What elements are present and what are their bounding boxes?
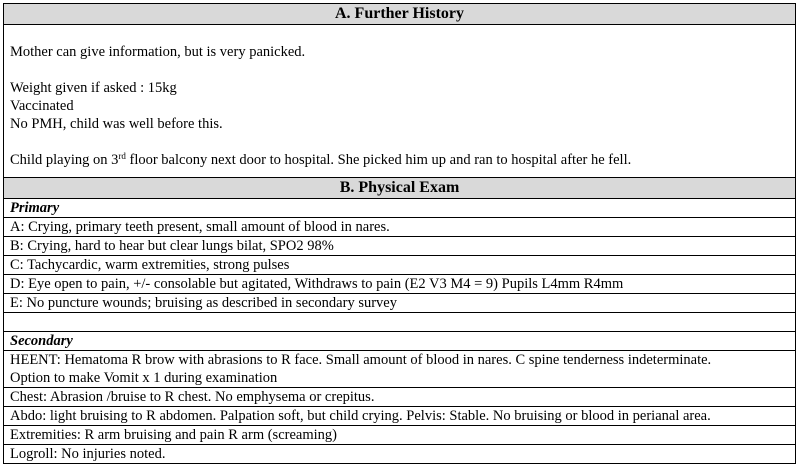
section-a-header-row xyxy=(4,4,796,25)
history-line: Vaccinated xyxy=(10,98,74,114)
secondary-label-row xyxy=(4,332,796,351)
spacer xyxy=(10,25,789,43)
primary-row xyxy=(4,256,796,275)
primary-item: B: Crying, hard to hear but clear lungs bilat, SPO2 98% xyxy=(4,237,796,256)
further-history-row xyxy=(4,25,796,178)
section-b-header-row xyxy=(4,178,796,199)
secondary-label: Secondary xyxy=(4,332,796,351)
primary-label-row xyxy=(4,199,796,218)
heent-cell xyxy=(4,351,796,388)
heent-line: HEENT: Hematoma R brow with abrasions to R face. Small amount of blood in nares. C spine tenderness indeterminate. xyxy=(10,352,712,368)
ordinal-suffix: rd xyxy=(118,151,126,161)
primary-item: E: No puncture wounds; bruising as described in secondary survey xyxy=(4,294,796,313)
primary-item: A: Crying, primary teeth present, small amount of blood in nares. xyxy=(4,218,796,237)
section-a-title: A. Further History xyxy=(4,4,796,25)
further-history-cell xyxy=(4,25,796,178)
secondary-item: Extremities: R arm bruising and pain R arm (screaming) xyxy=(4,426,796,445)
primary-row xyxy=(4,218,796,237)
secondary-item: Chest: Abrasion /bruise to R chest. No emphysema or crepitus. xyxy=(4,388,796,407)
primary-row xyxy=(4,237,796,256)
history-line: Weight given if asked : 15kg xyxy=(10,80,177,96)
secondary-row xyxy=(4,388,796,407)
secondary-row xyxy=(4,426,796,445)
primary-item: C: Tachycardic, warm extremities, strong pulses xyxy=(4,256,796,275)
case-table xyxy=(3,3,796,464)
history-line: Mother can give information, but is very panicked. xyxy=(10,44,306,60)
primary-row xyxy=(4,275,796,294)
history-line-balcony xyxy=(10,151,789,169)
history-text: Child playing on 3 xyxy=(10,152,119,168)
section-b-title: B. Physical Exam xyxy=(4,178,796,199)
secondary-item: Abdo: light bruising to R abdomen. Palpation soft, but child crying. Pelvis: Stable. No bruising or blood in perianal area. xyxy=(4,407,796,426)
primary-item: D: Eye open to pain, +/- consolable but agitated, Withdraws to pain (E2 V3 M4 = 9) Pupils L4mm R4mm xyxy=(4,275,796,294)
history-text: floor balcony next door to hospital. She picked him up and ran to hospital after he fell. xyxy=(125,152,632,168)
empty-cell xyxy=(4,313,796,332)
empty-row xyxy=(4,313,796,332)
heent-row xyxy=(4,351,796,388)
primary-row xyxy=(4,294,796,313)
spacer xyxy=(10,133,789,151)
spacer xyxy=(10,61,789,79)
secondary-item: Logroll: No injuries noted. xyxy=(4,445,796,464)
secondary-row xyxy=(4,407,796,426)
secondary-row xyxy=(4,445,796,464)
history-line: No PMH, child was well before this. xyxy=(10,116,223,132)
primary-label: Primary xyxy=(4,199,796,218)
heent-line: Option to make Vomit x 1 during examination xyxy=(10,370,278,386)
